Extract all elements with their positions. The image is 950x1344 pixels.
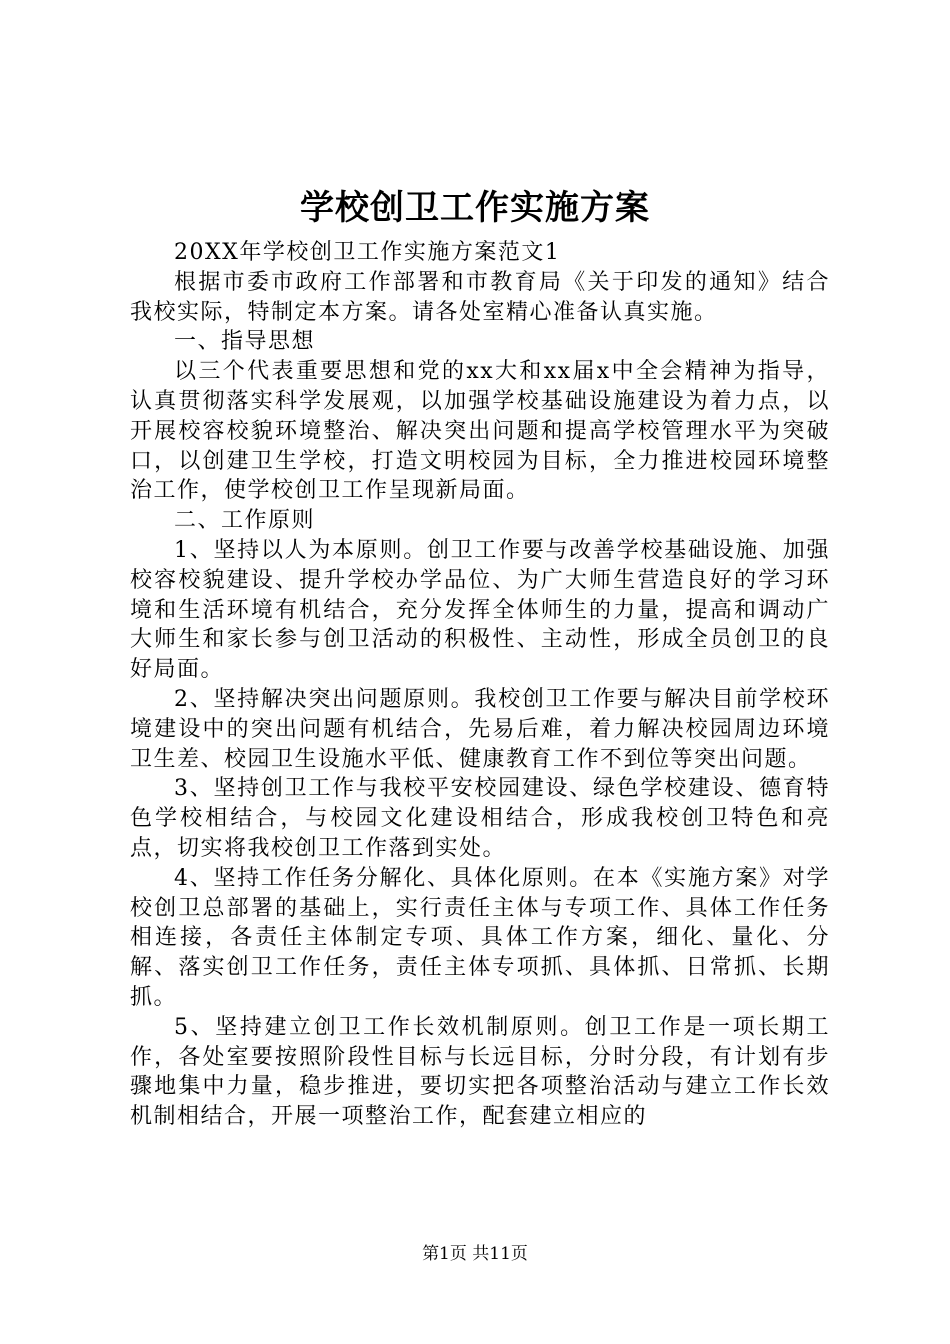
page-footer: 第1页 共11页 — [422, 1244, 528, 1264]
guiding-thought-paragraph: 以三个代表重要思想和党的xx大和xx届x中全会精神为指导，认真贯彻落实科学发展观，以加强学校基础设施建设为着力点，以开展校容校貌环境整治、解决突出问题和提高学校管理水平为突破口，以创建卫生学校，打造文明校园为目标，全力推进校园环境整治工作，使学校创卫工作呈现新局面。 — [130, 359, 830, 504]
intro-paragraph: 根据市委市政府工作部署和市教育局《关于印发的通知》结合我校实际，特制定本方案。请各处室精心准备认真实施。 — [130, 269, 830, 325]
section-heading-work-principles: 二、工作原则 — [174, 508, 316, 534]
section-heading-guiding-thought: 一、指导思想 — [174, 329, 316, 355]
principle-paragraph-2: 2、坚持解决突出问题原则。我校创卫工作要与解决目前学校环境建设中的突出问题有机结合，先易后难，着力解决校园周边环境卫生差、校园卫生设施水平低、健康教育工作不到位等突出问题。 — [130, 686, 830, 772]
principle-paragraph-1: 1、坚持以人为本原则。创卫工作要与改善学校基础设施、加强校容校貌建设、提升学校办学品位、为广大师生营造良好的学习环境和生活环境有机结合，充分发挥全体师生的力量，提高和调动广大师生和家长参与创卫活动的积极性、主动性，形成全员创卫的良好局面。 — [130, 537, 830, 683]
document-subtitle: 20XX年学校创卫工作实施方案范文1 — [174, 240, 561, 265]
principle-paragraph-5: 5、坚持建立创卫工作长效机制原则。创卫工作是一项长期工作，各处室要按照阶段性目标与长远目标，分时分段，有计划有步骤地集中力量，稳步推进，要切实把各项整治活动与建立工作长效机制相结合，开展一项整治工作，配套建立相应的 — [130, 1014, 830, 1130]
document-body — [130, 238, 830, 1132]
principle-paragraph-3: 3、坚持创卫工作与我校平安校园建设、绿色学校建设、德育特色学校相结合，与校园文化建设相结合，形成我校创卫特色和亮点，切实将我校创卫工作落到实处。 — [130, 776, 830, 861]
document-title: 学校创卫工作实施方案 — [300, 188, 650, 228]
principle-paragraph-4: 4、坚持工作任务分解化、具体化原则。在本《实施方案》对学校创卫总部署的基础上，实行责任主体与专项工作、具体工作任务相连接，各责任主体制定专项、具体工作方案，细化、量化、分解、落实创卫工作任务，责任主体专项抓、具体抓、日常抓、长期抓。 — [130, 865, 830, 1010]
